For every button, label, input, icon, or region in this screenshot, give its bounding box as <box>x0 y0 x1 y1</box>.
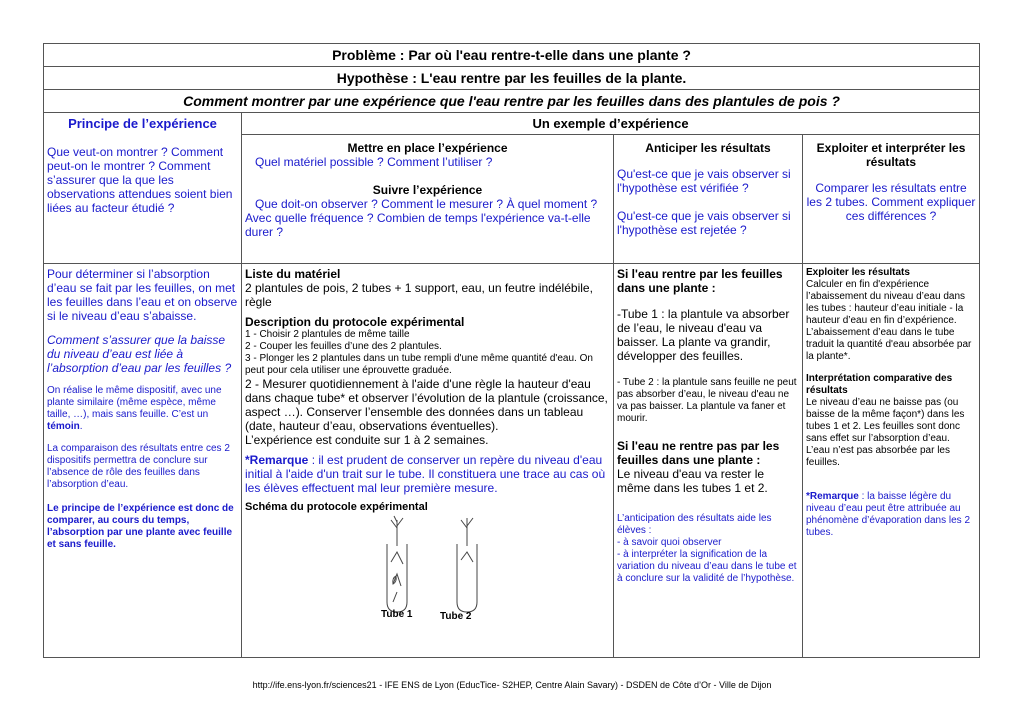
protocole-remarque: *Remarque : il est prudent de conserver un repère du niveau d'eau initial à l'aide d'un trait sur le tube. Il constituera une trace au cas où les élèves effectuent mal leur première mesure. <box>245 453 606 495</box>
protocole-step-3: 3 - Plonger les 2 plantules dans un tube rempli d'une même quantité d'eau. On peut pour cela utiliser une éprouvette graduée. <box>245 353 593 376</box>
interpretation-cell <box>803 264 980 658</box>
protocole-step-5: L’expérience est conduite sur 1 à 2 semaines. <box>245 433 489 447</box>
anticipation-note-3: - à interpréter la signification de la variation du niveau d’eau dans le tube et à conclure sur la validité de l’hypothèse. <box>617 549 797 584</box>
principe-cell <box>44 113 242 264</box>
principe-p2: Comment s’assurer que la baisse du niveau d’eau est liée à l’absorption d’eau par les feuilles ? <box>47 333 232 375</box>
protocole-step-2: 2 - Couper les feuilles d’une des 2 plantules. <box>245 341 442 352</box>
tube-2-label: Tube 2 <box>440 611 472 622</box>
tube2-result: - Tube 2 : la plantule sans feuille ne peut pas absorber d’eau, le niveau d'eau ne va pas baisser. La plantule va faner et mourir. <box>617 377 797 424</box>
exploiter-question: Comparer les résultats entre les 2 tubes. Comment expliquer ces différences ? <box>806 181 976 223</box>
interpretation-text: Le niveau d’eau ne baisse pas (ou baisse de la même façon*) dans les tubes 1 et 2. Les feuilles sont donc sans effet sur l’absorption d’eau. L’eau n’est pas absorbée par les feuilles. <box>806 397 965 468</box>
exploiter-cell <box>803 135 980 264</box>
anticipation-note-2: - à savoir quoi observer <box>617 537 722 548</box>
suivre-title: Suivre l’expérience <box>372 183 483 197</box>
tubes-drawing <box>375 514 525 614</box>
interpretation-title: Interprétation comparative des résultats <box>806 373 953 396</box>
principe-prompt: Que veut-on montrer ? Comment peut-on le montrer ? Comment s’assurer que la que les observations attendues soient bien liées au facteur étudié ? <box>47 145 233 215</box>
question-title: Comment montrer par une expérience que l'eau rentre par les feuilles dans des plantules de pois ? <box>44 90 980 113</box>
principe-p5: Le principe de l’expérience est donc de comparer, au cours du temps, l’absorption par une plante avec feuille et sans feuille. <box>47 503 234 550</box>
mise-en-place-question: Quel matériel possible ? Comment l’utiliser ? <box>255 155 493 169</box>
mise-en-place-title: Mettre en place l’expérience <box>347 141 508 155</box>
materiel-list: 2 plantules de pois, 2 tubes + 1 support, eau, un feutre indélébile, règle <box>245 281 593 309</box>
principe-title: Principe de l’expérience <box>68 116 217 131</box>
anticiper-cell <box>614 135 803 264</box>
protocole-step-4: 2 - Mesurer quotidiennement à l'aide d'une règle la hauteur d'eau dans chaque tube* et observer l’évolution de la plantule (croissance, aspect …). Conserver l’ensemble des données dans un tableau (date, hauteur d’eau, observations éventuelles). <box>245 377 608 433</box>
principe-p3: On réalise le même dispositif, avec une plante similaire (même espèce, même taille, …), mais sans feuille. C’est un témoin. <box>47 385 222 432</box>
protocole-title: Description du protocole expérimental <box>245 315 465 329</box>
suivre-question-1: Que doit-on observer ? Comment le mesurer ? À quel moment ? <box>255 197 598 211</box>
principe-detail-cell <box>44 264 242 658</box>
schema-title: Schéma du protocole expérimental <box>245 501 428 513</box>
hypothese-rejetee-title: Si l'eau ne rentre pas par les feuilles dans une plante : <box>617 439 780 467</box>
exploiter-title: Exploiter et interpréter les résultats <box>816 141 966 169</box>
footer-credits: http://ife.ens-lyon.fr/sciences21 - IFE ENS de Lyon (EducTice- S2HEP, Centre Alain Savary) - DSDEN de Côte d’Or - Ville de Dijon <box>252 680 772 690</box>
suivre-question-2: Avec quelle fréquence ? Combien de temps l'expérience va-t-elle durer ? <box>245 211 591 239</box>
interpretation-remarque: *Remarque : la baisse légère du niveau d’eau peut être attribuée au phénomène d’évaporation dans les 2 tubes. <box>806 491 971 538</box>
protocole-cell <box>242 264 614 658</box>
exploiter-resultats-title: Exploiter les résultats <box>806 267 910 278</box>
exploiter-resultats-text: Calculer en fin d'expérience l’abaissement du niveau d’eau dans les tubes : hauteur d’eau initiale - la hauteur d’eau en fin d’expérience. L’abaissement d’eau dans le tube traduit la quantité d'eau absorbée par la plante*. <box>806 279 972 362</box>
anticiper-question-2: Qu'est-ce que je vais observer si l'hypothèse est rejetée ? <box>617 209 791 237</box>
mise-en-place-cell <box>242 135 614 264</box>
probleme-title: Problème : Par où l'eau rentre-t-elle dans une plante ? <box>44 44 980 67</box>
principe-p1: Pour déterminer si l’absorption d’eau se fait par les feuilles, on met les feuilles dans l’eau et on observe si le niveau d’eau s’abaisse. <box>47 267 238 323</box>
anticipation-note-1: L’anticipation des résultats aide les élèves : <box>617 513 772 536</box>
anticiper-question-1: Qu'est-ce que je vais observer si l'hypothèse est vérifiée ? <box>617 167 791 195</box>
principe-p4: La comparaison des résultats entre ces 2 dispositifs permettra de conclure sur l’absence de rôle des feuilles dans l’absorption d’eau. <box>47 443 230 490</box>
tube1-result: -Tube 1 : la plantule va absorber de l’eau, le niveau d'eau va baisser. La plante va grandir, développer des feuilles. <box>617 307 790 363</box>
materiel-title: Liste du matériel <box>245 267 341 281</box>
rejetee-result: Le niveau d'eau va rester le même dans les tubes 1 et 2. <box>617 467 768 495</box>
tube-1-label: Tube 1 <box>381 609 413 620</box>
hypothese-title: Hypothèse : L'eau rentre par les feuilles de la plante. <box>44 67 980 90</box>
schema-figure <box>245 514 610 624</box>
experiment-table <box>43 43 980 658</box>
anticiper-title: Anticiper les résultats <box>645 141 771 155</box>
resultats-cell <box>614 264 803 658</box>
protocole-step-1: 1 - Choisir 2 plantules de même taille <box>245 329 410 340</box>
worksheet <box>43 43 979 658</box>
example-title: Un exemple d’expérience <box>242 113 980 135</box>
hypothese-verifiee-title: Si l'eau rentre par les feuilles dans une plante : <box>617 267 783 295</box>
